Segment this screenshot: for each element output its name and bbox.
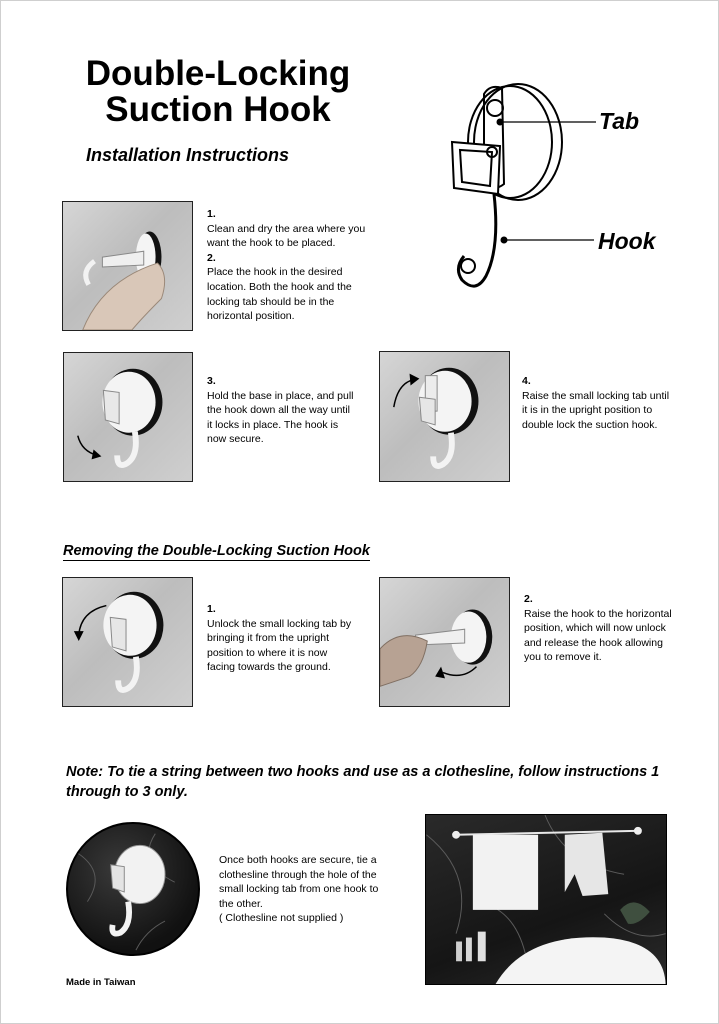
tab-label: Tab: [599, 108, 640, 134]
photo-bathroom-clothesline: [425, 814, 667, 985]
step-1-number: 1.: [207, 208, 216, 220]
remove-step-1-number: 1.: [207, 603, 216, 615]
hook-label: Hook: [598, 228, 656, 254]
photo-remove-2: [379, 577, 510, 707]
step-1-text: Clean and dry the area where you want the hook to be placed.: [207, 222, 366, 250]
photo-step-1-2: [62, 201, 193, 331]
subtitle: Installation Instructions: [86, 145, 290, 165]
remove-step-2-number: 2.: [524, 593, 533, 605]
step-1-2-text: [207, 207, 377, 324]
photo-step-3: [63, 352, 193, 482]
photo-step-4: [379, 351, 510, 482]
remove-step-2-text-block: [524, 592, 674, 665]
step-4-number: 4.: [522, 375, 531, 387]
step-2-number: 2.: [207, 251, 216, 264]
clothesline-note: Note: To tie a string between two hooks and use as a clothesline, follow instructions 1 through to 3 only.: [66, 764, 660, 800]
photo-hook-circle: [66, 822, 200, 956]
remove-step-1-text: Unlock the small locking tab by bringing it from the upright position to where it is now facing towards the ground.: [207, 617, 352, 674]
remove-step-2-text: Raise the hook to the horizontal position, which will now unlock and release the hook allowing you to remove it.: [524, 607, 672, 664]
clothesline-not-supplied: ( Clothesline not supplied ): [219, 912, 344, 925]
made-in-label: Made in Taiwan: [66, 977, 136, 988]
step-2-text: Place the hook in the desired location. Both the hook and the locking tab should be in the horizontal position.: [207, 266, 352, 323]
clothesline-text-block: [219, 853, 391, 926]
photo-remove-1: [62, 577, 193, 707]
step-3-text: Hold the base in place, and pull the hook down all the way until it locks in place. The hook is now secure.: [207, 389, 354, 446]
clothesline-text: Once both hooks are secure, tie a clothesline through the hole of the small locking tab from one hook to the other.: [219, 854, 379, 910]
step-3-number: 3.: [207, 375, 216, 387]
title-line-2: Suction Hook: [105, 90, 331, 129]
removing-heading: Removing the Double-Locking Suction Hook: [63, 543, 370, 559]
step-4-text: Raise the small locking tab until it is in the upright position to double lock the suction hook.: [522, 389, 670, 431]
step-4-text-block: [522, 374, 672, 432]
hook-diagram: [440, 80, 680, 305]
step-3-text-block: [207, 374, 357, 447]
remove-step-1-text-block: [207, 602, 357, 675]
title-line-1: Double-Locking: [85, 54, 351, 93]
page-title: [58, 56, 378, 128]
